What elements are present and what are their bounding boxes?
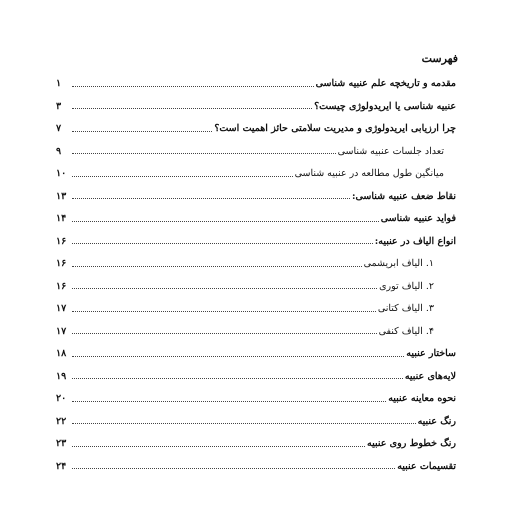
toc-entry-label: ۴. الیاف کنفی bbox=[378, 325, 434, 337]
toc-entry-page: ۲۴ bbox=[56, 460, 67, 472]
toc-entry-label: میانگین طول مطالعه در عنبیه شناسی bbox=[294, 168, 444, 179]
toc-entry-page: ۳ bbox=[56, 100, 62, 112]
toc-entry-page: ۲۳ bbox=[56, 438, 67, 449]
toc-entry-label: ساختار عنبیه bbox=[406, 348, 456, 359]
toc-entry[interactable] bbox=[56, 404, 456, 427]
toc-entry[interactable] bbox=[56, 66, 456, 89]
dot-leader bbox=[72, 311, 376, 312]
toc-entry-label: رنگ خطوط روی عنبیه bbox=[367, 438, 456, 449]
toc-entry-label: نحوه معاینه عنبیه bbox=[388, 393, 456, 404]
dot-leader bbox=[72, 221, 379, 222]
toc-entry-label: مقدمه و تاریخچه علم عنبیه شناسی bbox=[315, 78, 456, 89]
toc-entry[interactable] bbox=[56, 89, 456, 112]
toc-entry-page: ۱۷ bbox=[56, 303, 67, 314]
dot-leader bbox=[72, 108, 312, 109]
dot-leader bbox=[72, 333, 377, 334]
toc-entry-label: عنبیه شناسی یا ایریدولوژی چیست؟ bbox=[314, 100, 456, 112]
toc-entry[interactable] bbox=[56, 179, 456, 202]
toc-entry[interactable] bbox=[56, 111, 456, 134]
toc-entry-page: ۱۶ bbox=[56, 280, 67, 292]
toc-entry-page: ۱۴ bbox=[56, 213, 67, 224]
toc-entry[interactable] bbox=[56, 134, 456, 157]
toc-entry[interactable] bbox=[56, 426, 456, 449]
dot-leader bbox=[72, 153, 336, 154]
toc-entry[interactable] bbox=[56, 336, 456, 359]
dot-leader bbox=[72, 356, 404, 357]
toc-entry[interactable] bbox=[56, 246, 456, 269]
toc-entry-label: تعداد جلسات عنبیه شناسی bbox=[337, 145, 444, 157]
dot-leader bbox=[72, 446, 365, 447]
toc-entry-page: ۲۰ bbox=[56, 393, 67, 404]
toc-entry[interactable] bbox=[56, 359, 456, 382]
toc-entry-label: چرا ارزیابی ایریدولوژی و مدیریت سلامتی حائز اهمیت است؟ bbox=[214, 123, 456, 134]
dot-leader bbox=[72, 288, 377, 289]
toc-entry-page: ۲۲ bbox=[56, 415, 67, 427]
toc-list bbox=[56, 66, 456, 471]
toc-title: فهرست bbox=[421, 52, 458, 65]
toc-entry[interactable] bbox=[56, 201, 456, 224]
toc-entry[interactable] bbox=[56, 314, 456, 337]
toc-entry[interactable] bbox=[56, 381, 456, 404]
toc-entry[interactable] bbox=[56, 156, 456, 179]
dot-leader bbox=[72, 176, 293, 177]
toc-entry-label: فواید عنبیه شناسی bbox=[380, 213, 456, 224]
toc-entry-label: تقسیمات عنبیه bbox=[397, 460, 456, 472]
dot-leader bbox=[72, 378, 403, 379]
dot-leader bbox=[72, 423, 416, 424]
toc-entry-label: نقاط ضعف عنبیه شناسی: bbox=[351, 190, 456, 202]
dot-leader bbox=[72, 243, 373, 244]
toc-entry-page: ۷ bbox=[56, 123, 62, 134]
toc-entry-page: ۱۶ bbox=[56, 258, 67, 269]
toc-entry-page: ۱۳ bbox=[56, 190, 67, 202]
toc-entry-page: ۱۹ bbox=[56, 370, 67, 382]
toc-entry-page: ۱۶ bbox=[56, 235, 67, 247]
dot-leader bbox=[72, 401, 386, 402]
toc-entry-page: ۱ bbox=[56, 78, 62, 89]
dot-leader bbox=[72, 266, 362, 267]
toc-entry-label: ۳. الیاف کتانی bbox=[377, 303, 434, 314]
dot-leader bbox=[72, 131, 212, 132]
dot-leader bbox=[72, 468, 395, 469]
dot-leader bbox=[72, 86, 314, 87]
toc-entry-label: رنگ عنبیه bbox=[417, 415, 456, 427]
toc-entry-page: ۱۸ bbox=[56, 348, 67, 359]
toc-entry-label: لایه‌های عنبیه bbox=[404, 370, 456, 382]
toc-entry-page: ۱۷ bbox=[56, 325, 67, 337]
dot-leader bbox=[72, 198, 350, 199]
toc-entry[interactable] bbox=[56, 291, 456, 314]
toc-entry-page: ۹ bbox=[56, 145, 62, 157]
toc-entry-label: ۲. الیاف توری bbox=[379, 280, 434, 292]
toc-entry[interactable] bbox=[56, 269, 456, 292]
toc-entry-page: ۱۰ bbox=[56, 168, 67, 179]
toc-entry[interactable] bbox=[56, 224, 456, 247]
toc-entry-label: انواع الیاف در عنبیه: bbox=[374, 235, 456, 247]
toc-entry-label: ۱. الیاف ابریشمی bbox=[363, 258, 434, 269]
toc-entry[interactable] bbox=[56, 449, 456, 472]
